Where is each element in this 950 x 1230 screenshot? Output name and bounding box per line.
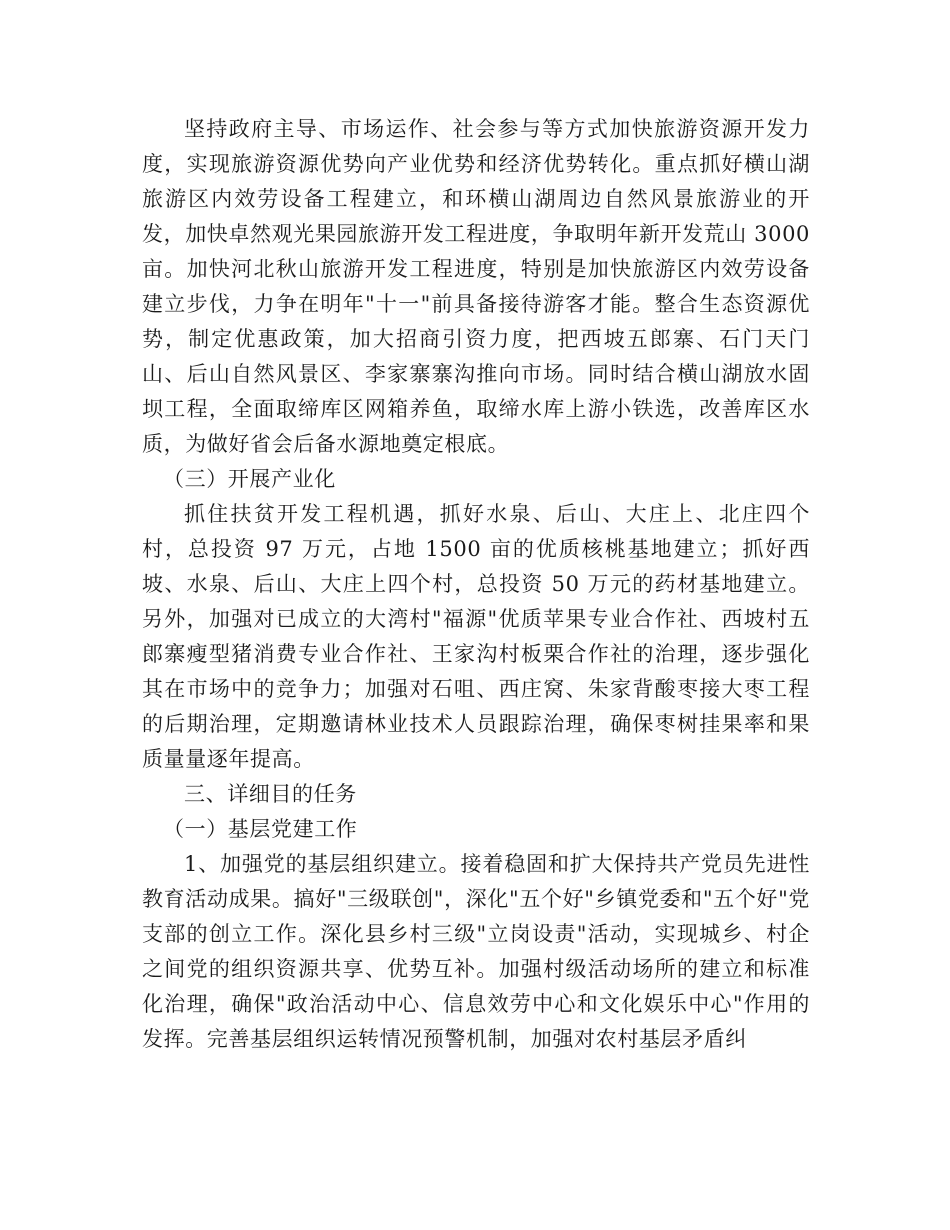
paragraph-poverty-alleviation: 抓住扶贫开发工程机遇，抓好水泉、后山、大庄上、北庄四个村，总投资 97 万元，占地 1500 亩的优质核桃基地建立；抓好西坡、水泉、后山、大庄上四个村，总投资 50 万元的药材基地建立。另外，加强对已成立的大湾村"福源"优质苹果专业合作社、西坡村五郎寨瘦型猪消费专业合作社、王家沟村板栗合作社的治理，逐步强化其在市场中的竞争力；加强对石咀、西庄窝、朱家背酸枣接大枣工程的后期治理，定期邀请林业技术人员跟踪治理，确保枣树挂果率和果质量量逐年提高。 bbox=[142, 502, 810, 771]
heading-detailed-tasks: 三、详细目的任务 bbox=[184, 782, 357, 806]
document-body bbox=[142, 112, 810, 1057]
heading-industrialization: （三）开展产业化 bbox=[163, 467, 336, 491]
paragraph-tourism-development: 坚持政府主导、市场运作、社会参与等方式加快旅游资源开发力度，实现旅游资源优势向产业优势和经济优势转化。重点抓好横山湖旅游区内效劳设备工程建立，和环横山湖周边自然风景旅游业的开发，加快卓然观光果园旅游开发工程进度，争取明年新开发荒山 3000 亩。加快河北秋山旅游开发工程进度，特别是加快旅游区内效劳设备建立步伐，力争在明年"十一"前具备接待游客才能。整合生态资源优势，制定优惠政策，加大招商引资力度，把西坡五郎寨、石门天门山、后山自然风景区、李家寨寨沟推向市场。同时结合横山湖放水固坝工程，全面取缔库区网箱养鱼，取缔水库上游小铁选，改善库区水质，为做好省会后备水源地奠定根底。 bbox=[142, 117, 810, 456]
heading-party-building: （一）基层党建工作 bbox=[163, 817, 358, 841]
paragraph-party-organization: 1、加强党的基层组织建立。接着稳固和扩大保持共产党员先进性教育活动成果。搞好"三级联创"，深化"五个好"乡镇党委和"五个好"党支部的创立工作。深化县乡村三级"立岗设责"活动，实现城乡、村企之间党的组织资源共享、优势互补。加强村级活动场所的建立和标准化治理，确保"政治活动中心、信息效劳中心和文化娱乐中心"作用的发挥。完善基层组织运转情况预警机制，加强对农村基层矛盾纠 bbox=[142, 852, 810, 1051]
